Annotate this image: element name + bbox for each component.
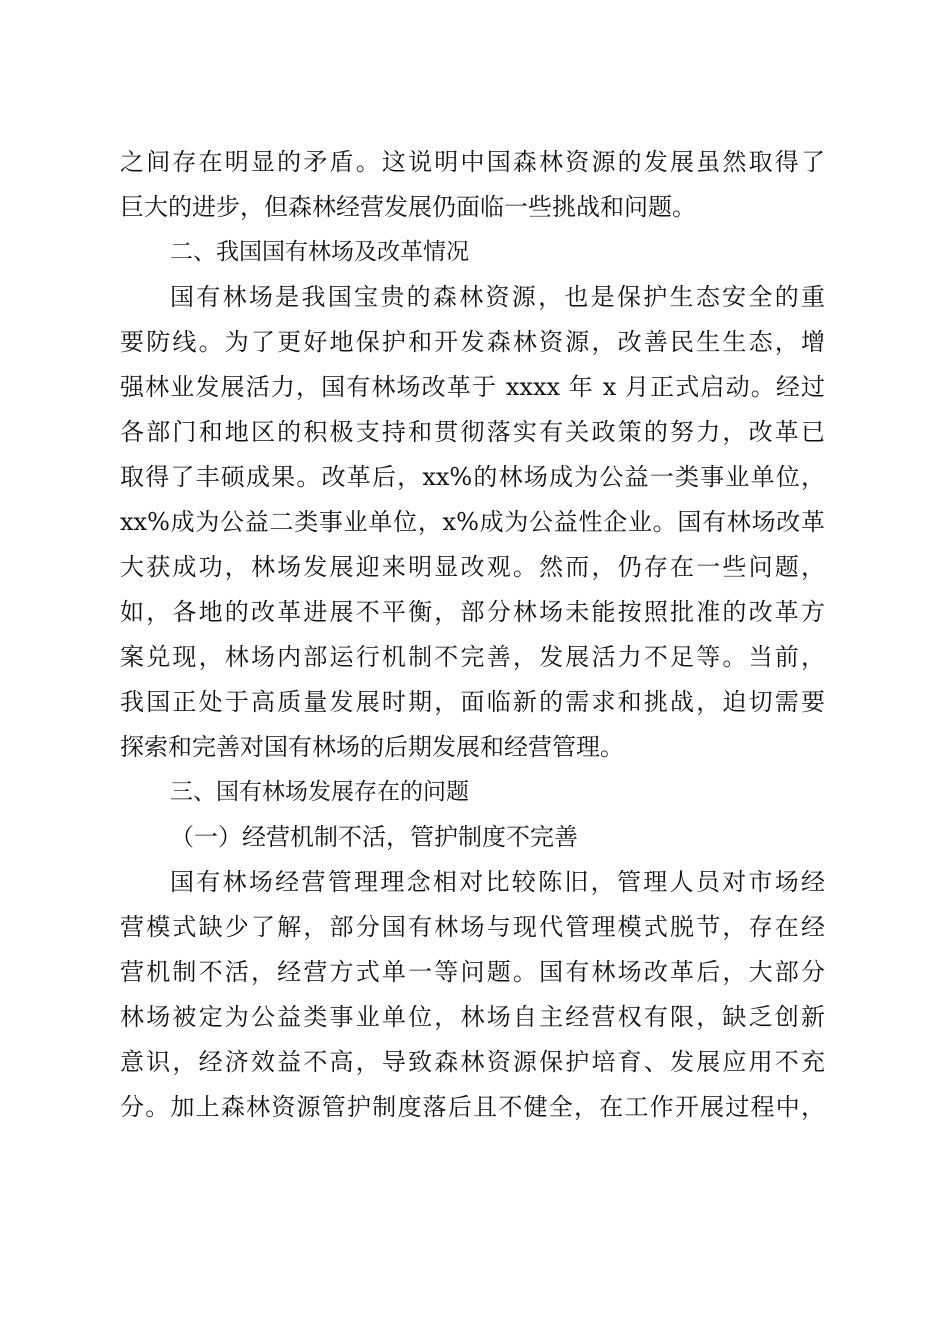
paragraph-line: 意识，经济效益不高，导致森林资源保护培育、发展应用不充: [120, 1048, 825, 1076]
paragraph-line: 巨大的进步，但森林经营发展仍面临一些挑战和问题。: [120, 193, 696, 221]
paragraph-line: 国有林场是我国宝贵的森林资源，也是保护生态安全的重: [170, 283, 825, 311]
paragraph-line: 国有林场经营管理理念相对比较陈旧，管理人员对市场经: [170, 868, 825, 896]
section-heading: 二、我国国有林场及改革情况: [170, 239, 469, 265]
paragraph-line: 探索和完善对国有林场的后期发展和经营管理。: [120, 733, 624, 761]
paragraph-line: 大获成功，林场发展迎来明显改观。然而，仍存在一些问题，: [120, 553, 825, 581]
section-heading: 三、国有林场发展存在的问题: [170, 779, 469, 805]
paragraph-line: 各部门和地区的积极支持和贯彻落实有关政策的努力，改革已: [120, 418, 825, 446]
paragraph-line: 案兑现，林场内部运行机制不完善，发展活力不足等。当前，: [120, 643, 825, 671]
paragraph-line: 分。加上森林资源管护制度落后且不健全，在工作开展过程中，: [120, 1093, 825, 1121]
paragraph-line: 取得了丰硕成果。改革后，xx%的林场成为公益一类事业单位，: [120, 463, 825, 491]
paragraph-line: xx%成为公益二类事业单位，x%成为公益性企业。国有林场改革: [120, 508, 825, 536]
subsection-heading: （一）经营机制不活，管护制度不完善: [170, 823, 578, 851]
paragraph-line: 林场被定为公益类事业单位，林场自主经营权有限，缺乏创新: [120, 1003, 825, 1031]
paragraph-line: 之间存在明显的矛盾。这说明中国森林资源的发展虽然取得了: [120, 148, 825, 176]
paragraph-line: 如，各地的改革进展不平衡，部分林场未能按照批准的改革方: [120, 598, 825, 626]
paragraph-line: 营机制不活，经营方式单一等问题。国有林场改革后，大部分: [120, 958, 825, 986]
paragraph-line: 营模式缺少了解，部分国有林场与现代管理模式脱节，存在经: [120, 913, 825, 941]
paragraph-line: 我国正处于高质量发展时期，面临新的需求和挑战，迫切需要: [120, 688, 825, 716]
paragraph-line: 强林业发展活力，国有林场改革于 xxxx 年 x 月正式启动。经过: [120, 373, 825, 401]
document-body: [120, 140, 825, 1130]
paragraph-line: 要防线。为了更好地保护和开发森林资源，改善民生生态，增: [120, 328, 825, 356]
